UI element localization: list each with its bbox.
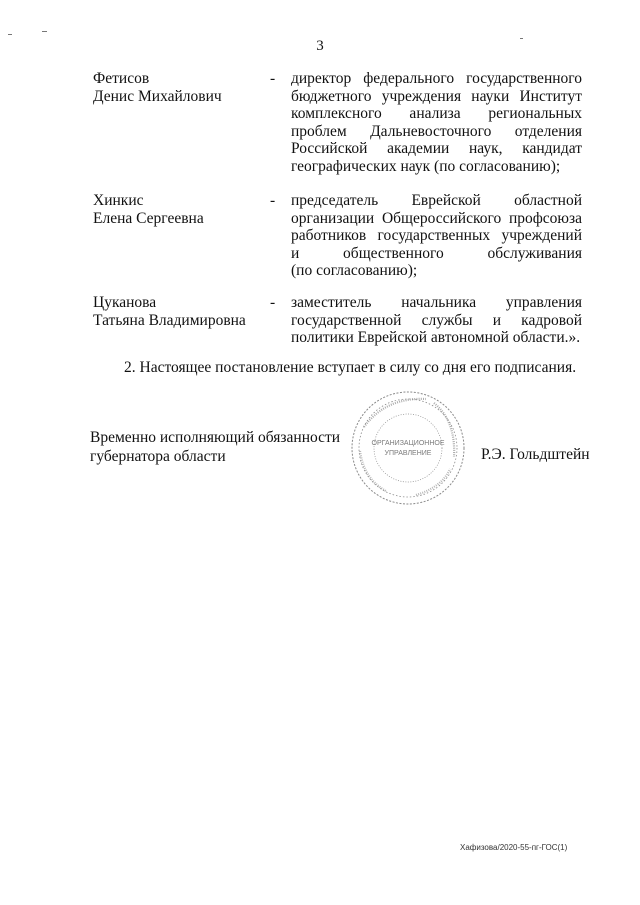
member-position bbox=[291, 192, 582, 280]
official-stamp bbox=[346, 387, 470, 509]
member-position bbox=[291, 294, 582, 347]
dash-separator: - bbox=[270, 192, 276, 209]
member-given-names: Елена Сергеевна bbox=[93, 209, 204, 227]
paragraph-2: 2. Настоящее постановление вступает в силу со дня его подписания. bbox=[124, 359, 577, 376]
member-entry bbox=[93, 70, 583, 180]
signatory-title-line: Временно исполняющий обязанности bbox=[90, 429, 341, 446]
position-line: государственной службы и кадровой bbox=[291, 311, 582, 329]
member-name bbox=[93, 192, 263, 227]
scan-mark bbox=[8, 34, 12, 35]
position-line: комплексного анализа региональных bbox=[291, 105, 582, 122]
member-name bbox=[93, 294, 263, 329]
member-surname: Фетисов bbox=[93, 70, 150, 87]
stamp-center-text: УПРАВЛЕНИЕ bbox=[384, 450, 432, 457]
position-line: (по согласованию); bbox=[291, 262, 418, 279]
position-line: организации Общероссийского профсоюза bbox=[291, 209, 582, 227]
page-number: 3 bbox=[316, 38, 324, 54]
position-line: работников государственных учреждений bbox=[291, 227, 582, 244]
document-code: Хафизова/2020-55-пг-ГОС(1) bbox=[460, 843, 568, 852]
member-surname: Хинкис bbox=[93, 192, 144, 209]
signatory-title-line: губернатора области bbox=[90, 448, 226, 465]
position-line: председатель Еврейской областной bbox=[291, 192, 582, 209]
member-given-names: Денис Михайлович bbox=[93, 87, 222, 105]
dash-separator: - bbox=[270, 294, 276, 311]
position-line: директор федерального государственного bbox=[291, 70, 582, 87]
position-line: географических наук (по согласованию); bbox=[291, 157, 561, 175]
position-line: и общественного обслуживания bbox=[291, 244, 582, 262]
signatory-title bbox=[90, 428, 340, 466]
position-line: Российской академии наук, кандидат bbox=[291, 140, 582, 157]
dash-separator: - bbox=[270, 70, 276, 87]
member-entry bbox=[93, 294, 583, 350]
member-surname: Цуканова bbox=[93, 294, 157, 311]
member-given-names: Татьяна Владимировна bbox=[93, 311, 246, 329]
signatory-name: Р.Э. Гольдштейн bbox=[481, 446, 590, 463]
member-entry bbox=[93, 192, 583, 284]
scan-mark bbox=[42, 31, 47, 32]
position-line: заместитель начальника управления bbox=[291, 294, 582, 311]
member-position bbox=[291, 70, 582, 175]
position-line: политики Еврейской автономной области.». bbox=[291, 329, 581, 346]
position-line: бюджетного учреждения науки Институт bbox=[291, 87, 582, 105]
position-line: проблем Дальневосточного отделения bbox=[291, 122, 582, 140]
stamp-center-text: ОРГАНИЗАЦИОННОЕ bbox=[371, 440, 445, 447]
member-name bbox=[93, 70, 263, 105]
